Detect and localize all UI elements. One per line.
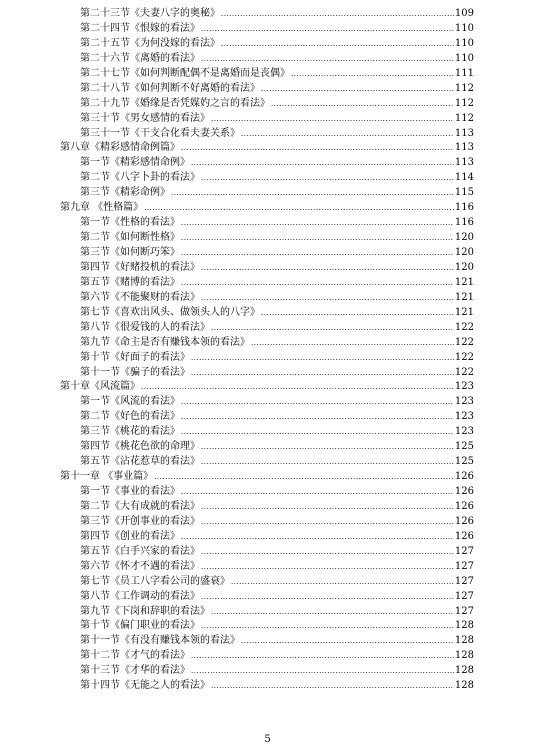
- toc-entry-page: 115: [454, 187, 474, 199]
- toc-dot-leader: [154, 470, 454, 485]
- toc-entry-title: 第八节《很爱钱的人的看法》: [80, 321, 210, 333]
- toc-entry-title: 第六节《不能聚财的看法》: [80, 291, 200, 303]
- toc-entry-page: 121: [454, 306, 474, 318]
- toc-entry-title: 第五节《赌博的看法》: [80, 276, 180, 288]
- toc-entry-title: 第二十四节《恨嫁的看法》: [80, 22, 200, 34]
- toc-section-entry[interactable]: [60, 410, 474, 425]
- toc-entry-page: 128: [454, 650, 474, 662]
- toc-entry-title: 第九节《命主是否有赚钱本领的看法》: [80, 336, 250, 348]
- toc-entry-page: 121: [454, 291, 474, 303]
- toc-section-entry[interactable]: [60, 575, 474, 590]
- toc-entry-title: 第二节《八字卜卦的看法》: [80, 172, 200, 184]
- toc-dot-leader: [271, 97, 454, 112]
- toc-section-entry[interactable]: [60, 231, 474, 246]
- toc-entry-title: 第二节《好色的看法》: [80, 411, 180, 423]
- toc-entry-page: 123: [454, 381, 474, 393]
- toc-dot-leader: [181, 425, 454, 440]
- toc-dot-leader: [191, 351, 454, 366]
- toc-entry-page: 123: [454, 396, 474, 408]
- toc-chapter-entry[interactable]: [60, 470, 474, 485]
- toc-dot-leader: [201, 619, 454, 634]
- toc-dot-leader: [191, 649, 454, 664]
- toc-entry-page: 128: [454, 665, 474, 677]
- toc-dot-leader: [241, 127, 454, 142]
- toc-entry-page: 122: [454, 351, 474, 363]
- toc-section-entry[interactable]: [60, 590, 474, 605]
- toc-entry-title: 第一节《事业的看法》: [80, 486, 180, 497]
- toc-entry-title: 第八节《工作调动的看法》: [80, 590, 200, 602]
- page-number: 5: [264, 734, 271, 745]
- toc-entry-title: 第八章《精彩感情命例篇》: [60, 142, 180, 154]
- toc-entry-title: 第九章 《性格篇》: [60, 202, 144, 214]
- toc-entry-title: 第一节《精彩感情命例》: [80, 157, 190, 169]
- toc-section-entry[interactable]: [60, 530, 474, 545]
- toc-dot-leader: [221, 7, 454, 22]
- toc-entry-page: 113: [454, 157, 474, 169]
- toc-dot-leader: [211, 112, 454, 127]
- toc-section-entry[interactable]: [60, 560, 474, 575]
- toc-dot-leader: [181, 395, 454, 410]
- toc-entry-page: 116: [454, 202, 474, 214]
- toc-entry-page: 122: [454, 366, 474, 378]
- toc-entry-title: 第四节《桃花色欲的命理》: [80, 441, 200, 453]
- toc-entry-title: 第四节《创业的看法》: [80, 530, 180, 542]
- toc-entry-page: 128: [454, 635, 474, 647]
- toc-dot-leader: [144, 201, 454, 216]
- toc-dot-leader: [291, 67, 454, 82]
- toc-section-entry[interactable]: [60, 7, 474, 22]
- toc-section-entry[interactable]: [60, 37, 474, 52]
- toc-entry-page: 126: [454, 530, 474, 542]
- toc-entry-title: 第三十一节《干支合化看夫妻关系》: [80, 127, 240, 139]
- toc-entry-page: 127: [454, 545, 474, 557]
- toc-entry-title: 第五节《沾花惹草的看法》: [80, 456, 200, 468]
- toc-section-entry[interactable]: [60, 246, 474, 261]
- toc-section-entry[interactable]: [60, 67, 474, 82]
- toc-entry-page: 112: [454, 97, 474, 109]
- toc-entry-page: 126: [454, 486, 474, 497]
- toc-section-entry[interactable]: [60, 545, 474, 560]
- toc-section-entry[interactable]: [60, 485, 474, 500]
- toc-dot-leader: [211, 679, 454, 694]
- toc-section-entry[interactable]: [60, 112, 474, 127]
- toc-dot-leader: [221, 37, 454, 52]
- toc-section-entry[interactable]: [60, 186, 474, 201]
- toc-dot-leader: [201, 291, 454, 306]
- toc-dot-leader: [181, 276, 454, 291]
- toc-dot-leader: [261, 306, 454, 321]
- toc-section-entry[interactable]: [60, 605, 474, 620]
- toc-dot-leader: [201, 455, 454, 470]
- toc-dot-leader: [181, 246, 454, 261]
- toc-dot-leader: [201, 22, 454, 37]
- toc-dot-leader: [191, 664, 454, 679]
- toc-entry-page: 110: [454, 22, 474, 34]
- toc-chapter-entry[interactable]: [60, 141, 474, 156]
- toc-entry-title: 第二十九节《婚缘是否凭媒妁之言的看法》: [80, 97, 270, 109]
- toc-entry-page: 128: [454, 620, 474, 632]
- toc-entry-page: 127: [454, 560, 474, 572]
- toc-dot-leader: [241, 634, 454, 649]
- toc-entry-title: 第一节《风流的看法》: [80, 396, 180, 408]
- toc-dot-leader: [211, 605, 454, 620]
- toc-entry-page: 127: [454, 575, 474, 587]
- toc-entry-page: 123: [454, 426, 474, 438]
- toc-entry-page: 114: [454, 172, 474, 184]
- toc-section-entry[interactable]: [60, 679, 474, 694]
- toc-entry-title: 第十节《偏门职业的看法》: [80, 620, 200, 632]
- toc-entry-page: 126: [454, 471, 474, 483]
- toc-section-entry[interactable]: [60, 97, 474, 112]
- toc-entry-page: 109: [454, 8, 474, 19]
- toc-entry-title: 第二十六节《离婚的看法》: [80, 52, 200, 64]
- toc-entry-title: 第九节《下岗和辞职的看法》: [80, 605, 210, 617]
- toc-chapter-entry[interactable]: [60, 201, 474, 216]
- toc-entry-page: 127: [454, 590, 474, 602]
- toc-entry-title: 第十节《好面子的看法》: [80, 351, 190, 363]
- toc-dot-leader: [201, 261, 454, 276]
- toc-entry-title: 第十章《风流篇》: [60, 381, 140, 393]
- toc-entry-title: 第七节《喜欢出风头、做领头人的八字》: [80, 306, 260, 318]
- toc-entry-page: 126: [454, 500, 474, 512]
- toc-dot-leader: [251, 336, 454, 351]
- toc-section-entry[interactable]: [60, 171, 474, 186]
- toc-entry-title: 第三节《桃花的看法》: [80, 426, 180, 438]
- toc-entry-title: 第二十七节《如何判断配偶不是离婚而是丧偶》: [80, 67, 290, 79]
- toc-entry-title: 第二十三节《夫妻八字的奥秘》: [80, 8, 220, 19]
- toc-entry-page: 116: [454, 217, 474, 229]
- toc-section-entry[interactable]: [60, 649, 474, 664]
- toc-entry-page: 122: [454, 321, 474, 333]
- toc-section-entry[interactable]: [60, 440, 474, 455]
- toc-entry-page: 120: [454, 261, 474, 273]
- toc-dot-leader: [191, 366, 454, 381]
- toc-entry-page: 125: [454, 441, 474, 453]
- toc-section-entry[interactable]: [60, 82, 474, 97]
- toc-entry-title: 第二节《如何断性格》: [80, 232, 180, 244]
- toc-entry-title: 第五节《白手兴家的看法》: [80, 545, 200, 557]
- toc-section-entry[interactable]: [60, 306, 474, 321]
- toc-section-entry[interactable]: [60, 216, 474, 231]
- toc-dot-leader: [201, 440, 454, 455]
- toc-entry-title: 第三十节《男女感情的看法》: [80, 112, 210, 124]
- toc-section-entry[interactable]: [60, 156, 474, 171]
- toc-dot-leader: [181, 216, 454, 231]
- toc-dot-leader: [191, 156, 454, 171]
- toc-entry-title: 第十一节《骗子的看法》: [80, 366, 190, 378]
- toc-section-entry[interactable]: [60, 366, 474, 381]
- toc-entry-title: 第三节《开创事业的看法》: [80, 515, 200, 527]
- toc-dot-leader: [201, 500, 454, 515]
- toc-section-entry[interactable]: [60, 52, 474, 67]
- toc-dot-leader: [201, 52, 454, 67]
- toc-entry-page: 123: [454, 411, 474, 423]
- toc-dot-leader: [201, 515, 454, 530]
- toc-entry-title: 第六节《怀才不遇的看法》: [80, 560, 200, 572]
- toc-entry-title: 第一节《性格的看法》: [80, 217, 180, 229]
- toc-section-entry[interactable]: [60, 336, 474, 351]
- toc-section-entry[interactable]: [60, 261, 474, 276]
- toc-dot-leader: [181, 141, 454, 156]
- toc-section-entry[interactable]: [60, 619, 474, 634]
- toc-section-entry[interactable]: [60, 291, 474, 306]
- toc-entry-title: 第二节《大有成就的看法》: [80, 500, 200, 512]
- toc-dot-leader: [201, 590, 454, 605]
- toc-entry-page: 120: [454, 247, 474, 258]
- toc-section-entry[interactable]: [60, 634, 474, 649]
- toc-section-entry[interactable]: [60, 22, 474, 37]
- toc-dot-leader: [201, 171, 454, 186]
- toc-dot-leader: [141, 380, 454, 395]
- toc-dot-leader: [181, 231, 454, 246]
- toc-entry-title: 第二十八节《如何判断不好离婚的看法》: [80, 82, 260, 94]
- toc-entry-title: 第四节《好赌投机的看法》: [80, 261, 200, 273]
- toc-section-entry[interactable]: [60, 664, 474, 679]
- toc-dot-leader: [181, 410, 454, 425]
- toc-section-entry[interactable]: [60, 127, 474, 142]
- toc-entry-title: 第十二节《才气的看法》: [80, 650, 190, 662]
- toc-dot-leader: [181, 530, 454, 545]
- toc-dot-leader: [231, 575, 454, 590]
- table-of-contents: [60, 7, 474, 694]
- toc-section-entry[interactable]: [60, 276, 474, 291]
- toc-entry-page: 112: [454, 82, 474, 94]
- toc-entry-page: 125: [454, 456, 474, 468]
- toc-entry-page: 110: [454, 37, 474, 49]
- toc-entry-page: 111: [454, 67, 474, 79]
- toc-entry-page: 110: [454, 52, 474, 64]
- toc-entry-page: 127: [454, 605, 474, 617]
- toc-entry-title: 第三节《如何断巧笨》: [80, 247, 180, 258]
- toc-entry-title: 第十一节《有没有赚钱本领的看法》: [80, 635, 240, 647]
- toc-section-entry[interactable]: [60, 321, 474, 336]
- toc-dot-leader: [201, 545, 454, 560]
- toc-dot-leader: [181, 485, 454, 500]
- toc-entry-title: 第七节《员工八字看公司的盛衰》: [80, 575, 230, 587]
- toc-entry-page: 122: [454, 336, 474, 348]
- toc-dot-leader: [201, 560, 454, 575]
- toc-entry-title: 第三节《精彩命例》: [80, 187, 170, 199]
- toc-dot-leader: [171, 186, 454, 201]
- toc-entry-page: 128: [454, 680, 474, 692]
- toc-entry-page: 126: [454, 515, 474, 527]
- toc-entry-page: 113: [454, 127, 474, 139]
- toc-section-entry[interactable]: [60, 351, 474, 366]
- toc-entry-title: 第十四节《无能之人的看法》: [80, 680, 210, 692]
- toc-entry-page: 120: [454, 232, 474, 244]
- toc-entry-page: 113: [454, 142, 474, 154]
- toc-chapter-entry[interactable]: [60, 380, 474, 395]
- toc-entry-title: 第二十五节《为何没嫁的看法》: [80, 37, 220, 49]
- toc-entry-title: 第十三节《才华的看法》: [80, 665, 190, 677]
- toc-entry-title: 第十一章 《事业篇》: [60, 471, 154, 483]
- toc-dot-leader: [261, 82, 454, 97]
- toc-section-entry[interactable]: [60, 455, 474, 470]
- toc-section-entry[interactable]: [60, 515, 474, 530]
- toc-section-entry[interactable]: [60, 425, 474, 440]
- toc-section-entry[interactable]: [60, 395, 474, 410]
- toc-section-entry[interactable]: [60, 500, 474, 515]
- toc-entry-page: 112: [454, 112, 474, 124]
- toc-entry-page: 121: [454, 276, 474, 288]
- toc-dot-leader: [211, 321, 454, 336]
